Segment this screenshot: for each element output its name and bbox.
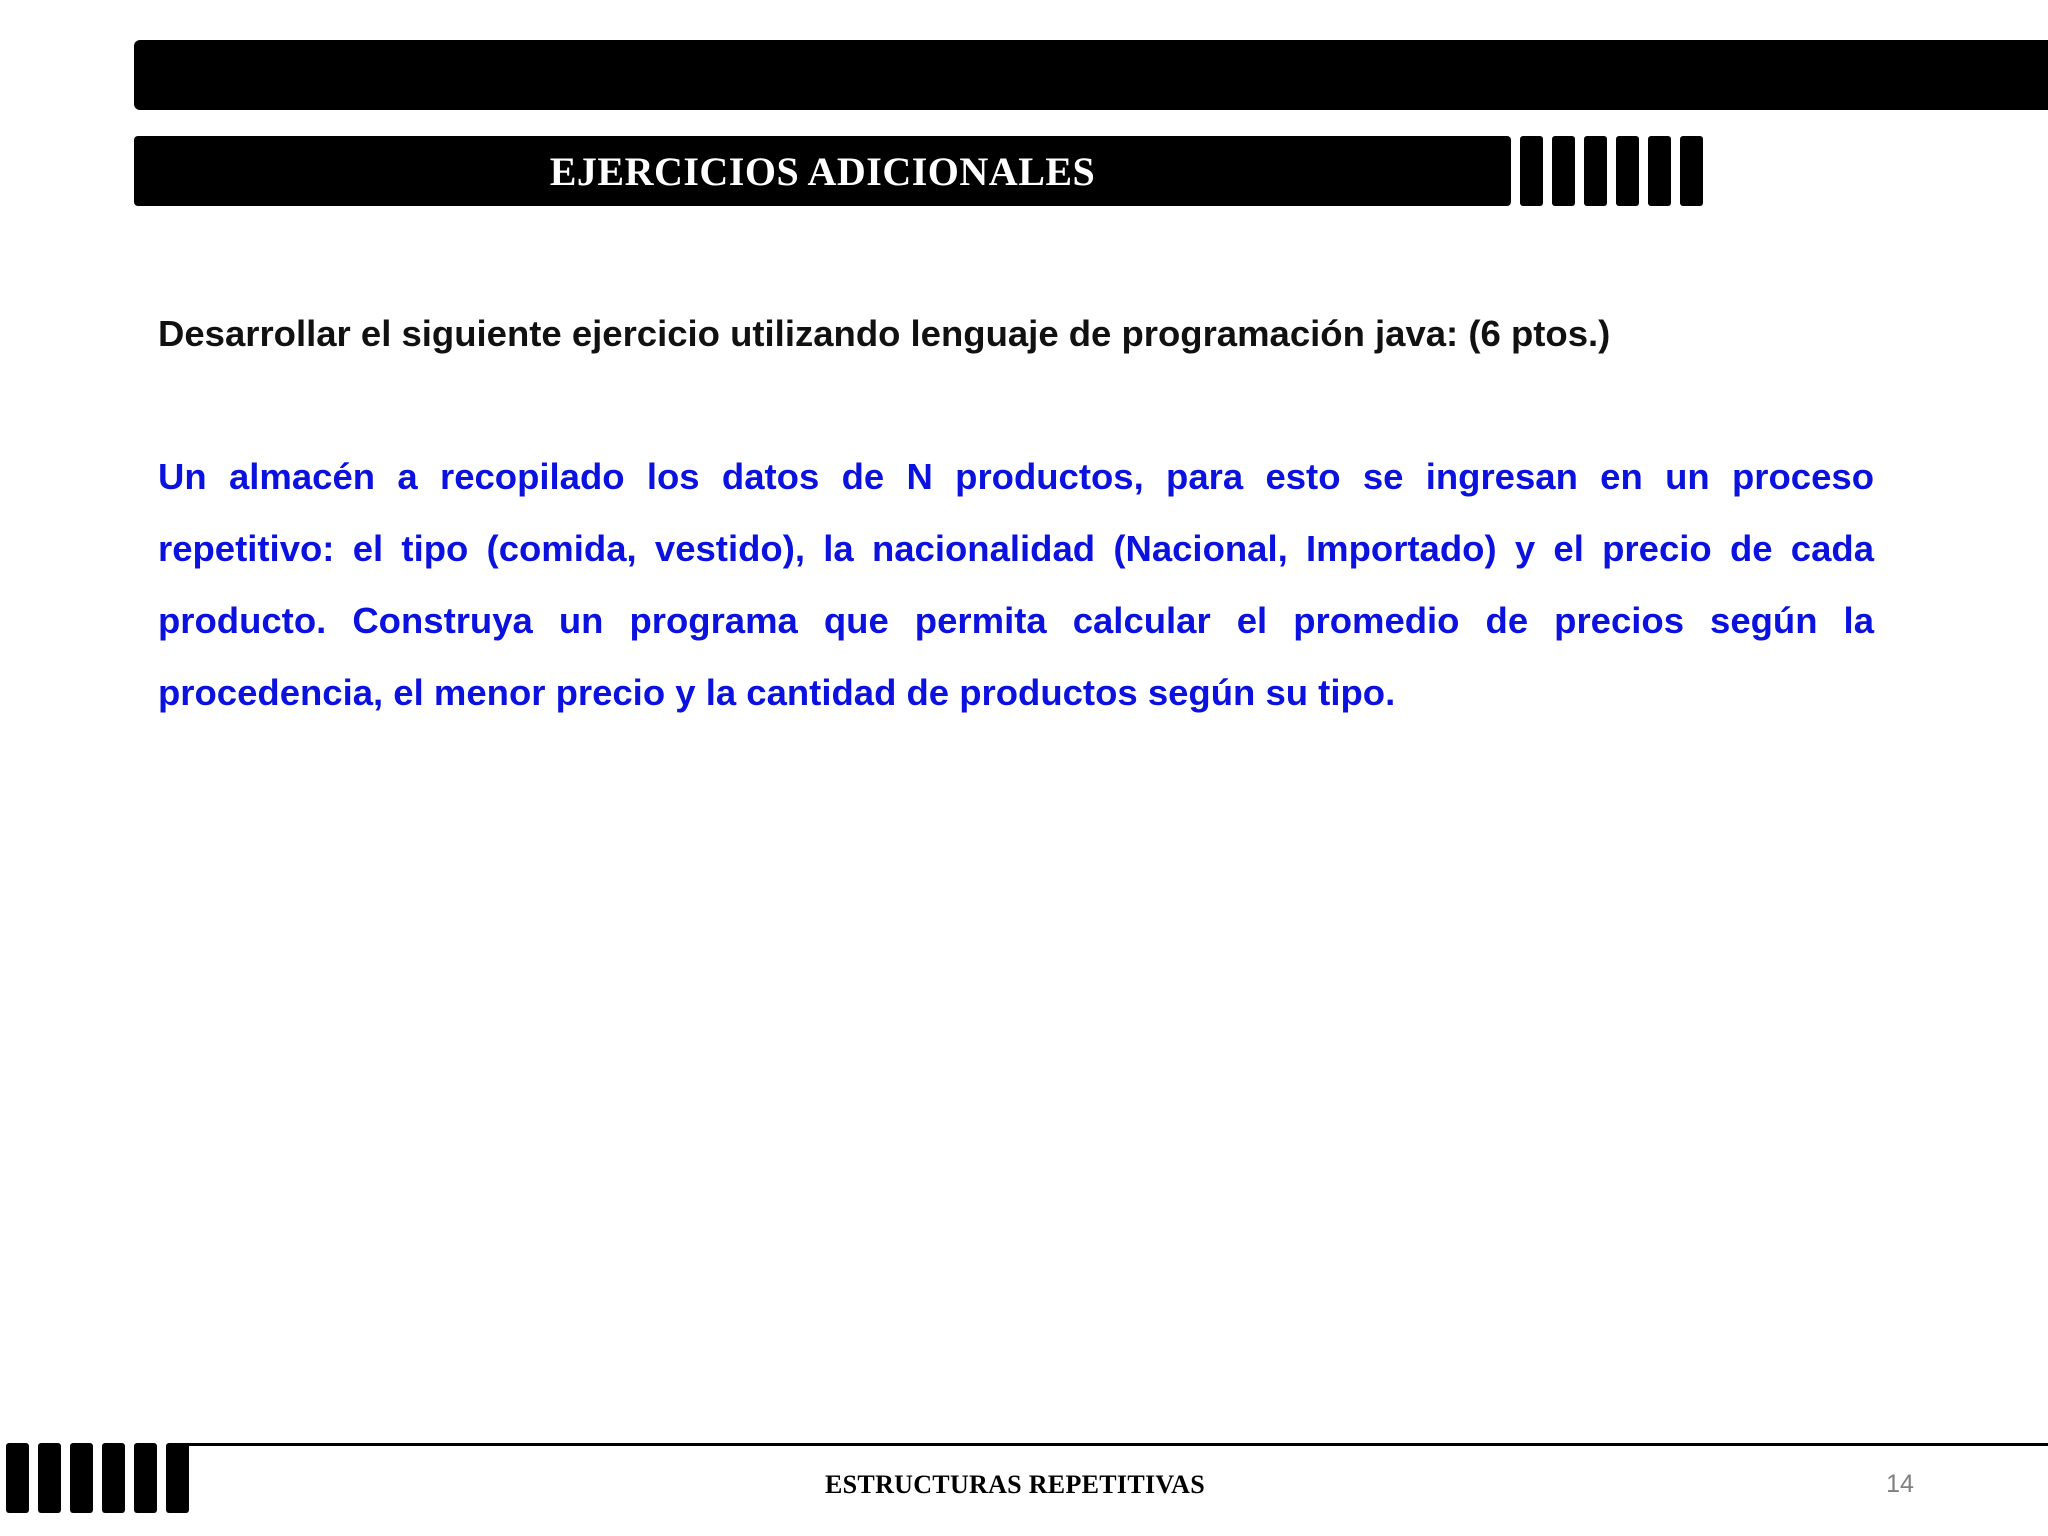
- slide-title: EJERCICIOS ADICIONALES: [549, 149, 1096, 194]
- footer-divider: [186, 1443, 2048, 1446]
- stripe: [1520, 136, 1543, 206]
- stripe: [1680, 136, 1703, 206]
- footer-title: ESTRUCTURAS REPETITIVAS: [825, 1470, 1205, 1499]
- stripe: [134, 1443, 157, 1513]
- title-banner: [134, 136, 1511, 206]
- stripe: [1648, 136, 1671, 206]
- stripe: [1552, 136, 1575, 206]
- top-header-bar: [134, 40, 2048, 110]
- problem-statement: Un almacén a recopilado los datos de N productos, para esto se ingresan en un proceso repetitivo: el tipo (comida, vestido), la nacionalidad (Nacional, Importado) y el precio de cada producto. Construya un programa que permita calcular el promedio de precios según la procedencia, el menor precio y la cantidad de productos según su tipo.: [158, 456, 1874, 713]
- stripe: [102, 1443, 125, 1513]
- stripe: [70, 1443, 93, 1513]
- footer-stripes-decoration: [6, 1443, 189, 1513]
- stripe: [1616, 136, 1639, 206]
- exercise-instruction: Desarrollar el siguiente ejercicio utilizando lenguaje de programación java: (6 ptos.): [158, 313, 1611, 354]
- stripe: [166, 1443, 189, 1513]
- title-stripes-decoration: [1520, 136, 1703, 206]
- stripe: [6, 1443, 29, 1513]
- stripe: [1584, 136, 1607, 206]
- stripe: [38, 1443, 61, 1513]
- page-number: 14: [1886, 1470, 1914, 1498]
